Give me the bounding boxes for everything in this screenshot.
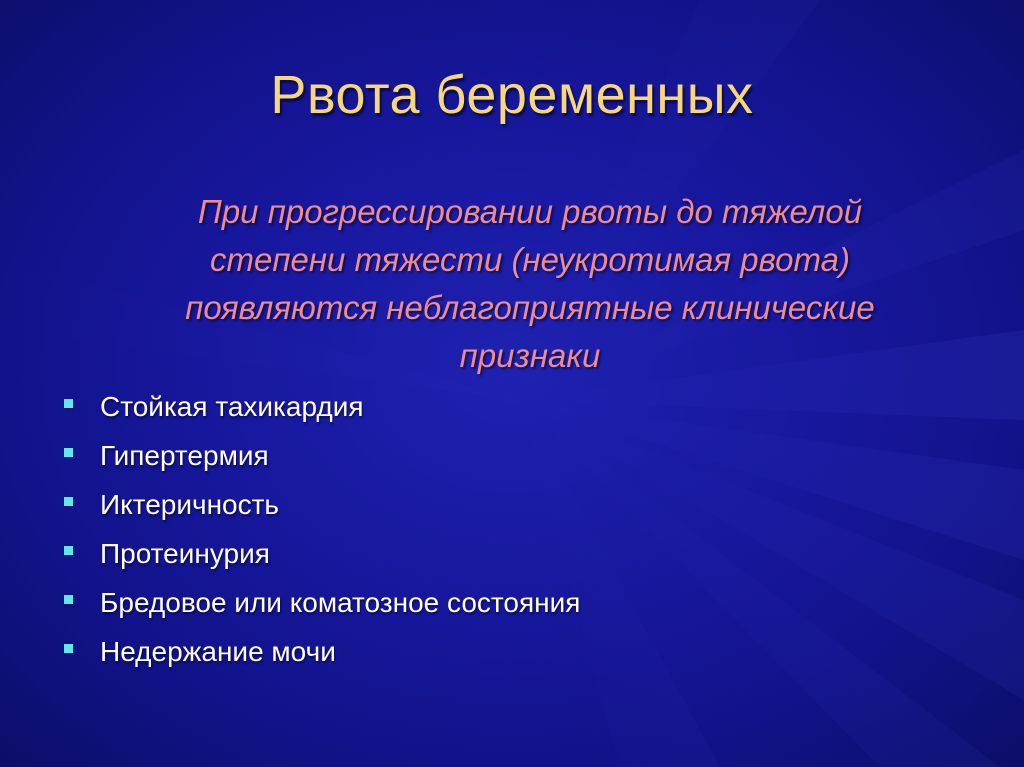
list-item-label: Гипертермия <box>100 440 269 471</box>
slide-title: Рвота беременных <box>270 65 754 125</box>
list-item <box>60 386 580 435</box>
list-item-label: Бредовое или коматозное состояния <box>100 587 581 618</box>
intro-line: признаки <box>459 337 601 374</box>
list-item-label: Протеинурия <box>100 538 270 569</box>
intro-line: степени тяжести (неукротимая рвота) <box>210 241 850 278</box>
list-item <box>60 533 580 582</box>
list-item <box>60 631 580 680</box>
list-item-label: Недержание мочи <box>100 636 336 667</box>
square-bullet-icon <box>64 595 73 604</box>
square-bullet-icon <box>64 546 73 555</box>
list-item-label: Иктеричность <box>100 489 280 520</box>
intro-paragraph <box>100 188 960 380</box>
list-item <box>60 435 580 484</box>
list-item <box>60 484 580 533</box>
intro-line: появляются неблагоприятные клинические <box>185 289 875 326</box>
bullet-list <box>60 386 580 680</box>
square-bullet-icon <box>64 497 73 506</box>
list-item-label: Стойкая тахикардия <box>100 391 364 422</box>
intro-line: При прогрессировании рвоты до тяжелой <box>197 193 863 230</box>
square-bullet-icon <box>64 448 73 457</box>
list-item <box>60 582 580 631</box>
square-bullet-icon <box>64 644 73 653</box>
square-bullet-icon <box>64 399 73 408</box>
